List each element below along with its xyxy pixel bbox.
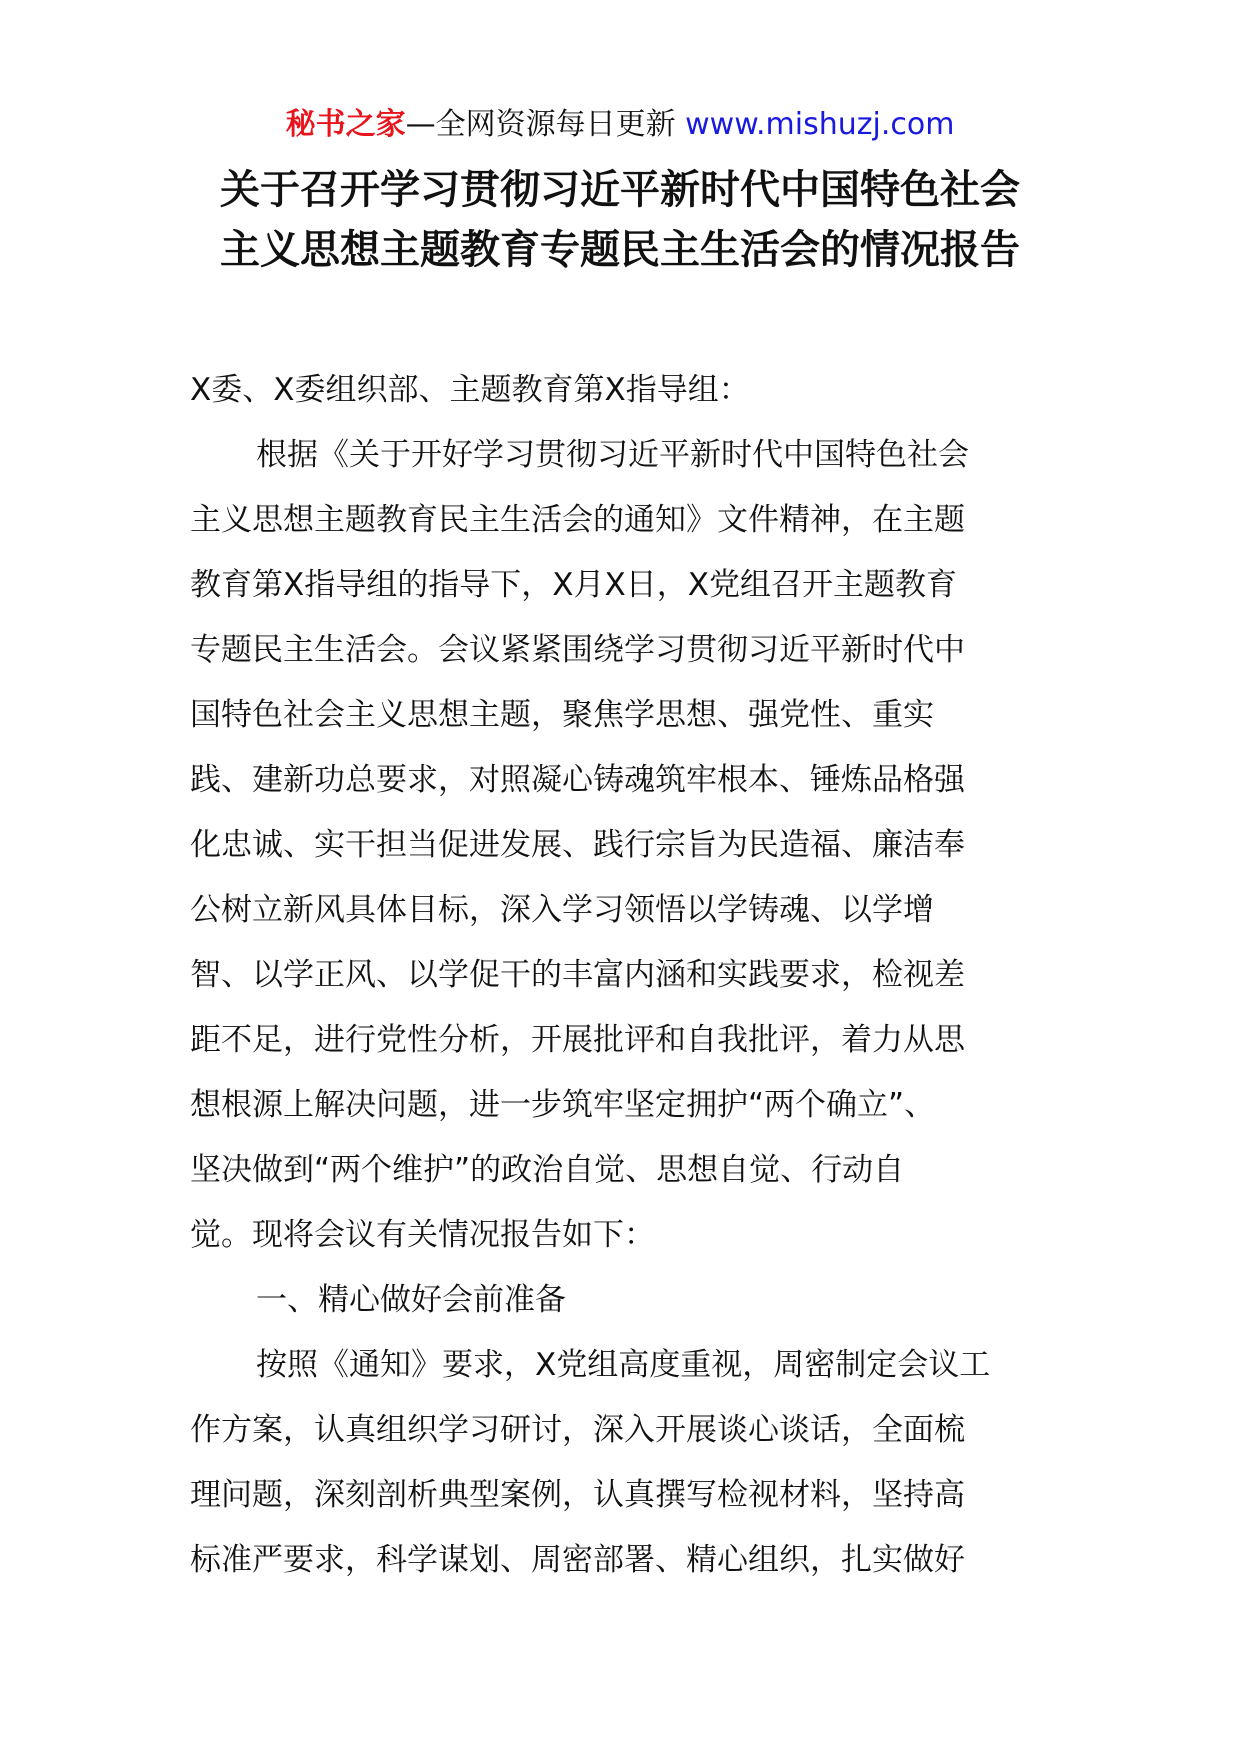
body-line: 觉。现将会议有关情况报告如下： [190, 1217, 655, 1253]
site-url-link[interactable]: www.mishuzj.com [685, 107, 955, 142]
site-brand: 秘书之家 [285, 107, 406, 142]
document-title [120, 160, 1120, 280]
body-line: 想根源上解决问题，进一步筑牢坚定拥护“两个确立”、 [190, 1087, 936, 1123]
body-line: 作方案，认真组织学习研讨，深入开展谈心谈话，全面梳 [190, 1412, 965, 1448]
body-line: 理问题，深刻剖析典型案例，认真撰写检视材料，坚持高 [190, 1477, 965, 1513]
body-line: 按照《通知》要求，X党组高度重视，周密制定会议工 [256, 1347, 991, 1383]
body-line: 坚决做到“两个维护”的政治自觉、思想自觉、行动自 [190, 1152, 905, 1188]
title-line: 主义思想主题教育专题民主生活会的情况报告 [220, 227, 1020, 273]
site-tagline: —全网资源每日更新 [405, 107, 676, 142]
body-line: 专题民主生活会。会议紧紧围绕学习贯彻习近平新时代中 [190, 632, 965, 668]
body-line: 智、以学正风、以学促干的丰富内涵和实践要求，检视差 [190, 957, 965, 993]
body-line: 主义思想主题教育民主生活会的通知》文件精神，在主题 [190, 502, 965, 538]
document-body [190, 358, 1060, 1593]
body-line: 教育第X指导组的指导下，X月X日，X党组召开主题教育 [190, 567, 957, 603]
body-line: 公树立新风具体目标，深入学习领悟以学铸魂、以学增 [190, 892, 934, 928]
body-line: 化忠诚、实干担当促进发展、践行宗旨为民造福、廉洁奉 [190, 827, 965, 863]
salutation: X委、X委组织部、主题教育第X指导组： [190, 372, 750, 408]
body-line: 标准严要求，科学谋划、周密部署、精心组织，扎实做好 [190, 1542, 965, 1578]
title-line: 关于召开学习贯彻习近平新时代中国特色社会 [220, 167, 1020, 213]
section-heading: 一、精心做好会前准备 [256, 1282, 566, 1318]
body-line: 践、建新功总要求，对照凝心铸魂筑牢根本、锤炼品格强 [190, 762, 965, 798]
body-line: 距不足，进行党性分析，开展批评和自我批评，着力从思 [190, 1022, 965, 1058]
site-header [0, 103, 1240, 147]
body-line: 国特色社会主义思想主题，聚焦学思想、强党性、重实 [190, 697, 934, 733]
body-line: 根据《关于开好学习贯彻习近平新时代中国特色社会 [256, 437, 969, 473]
